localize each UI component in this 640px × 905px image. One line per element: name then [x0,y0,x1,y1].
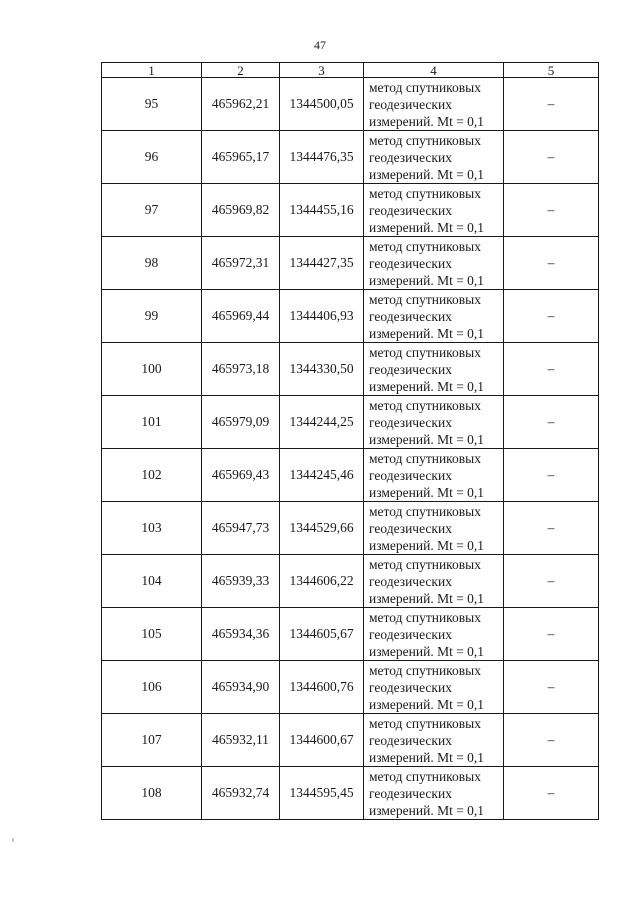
point-number-cell: 108 [102,767,202,820]
method-text-line: метод спутниковых [369,397,481,413]
coordinate-y-cell: 1344600,76 [280,661,364,714]
note-cell: – [504,661,599,714]
method-text-line: метод спутниковых [369,768,481,784]
coordinate-x-cell: 465934,36 [202,608,280,661]
method-text-line: метод спутниковых [369,185,481,201]
coordinate-y-cell: 1344245,46 [280,449,364,502]
point-number-cell: 103 [102,502,202,555]
method-text-line: измерений. Mt = 0,1 [369,749,485,765]
method-cell [364,661,504,714]
scan-artifact [12,838,14,842]
point-number-cell: 102 [102,449,202,502]
coordinate-x-cell: 465965,17 [202,131,280,184]
method-text-line: метод спутниковых [369,450,481,466]
coordinate-x-cell: 465969,43 [202,449,280,502]
method-text-line: геодезических [369,785,452,801]
method-text-line: метод спутниковых [369,609,481,625]
method-cell [364,396,504,449]
coordinate-y-cell: 1344455,16 [280,184,364,237]
table-row [102,343,599,396]
point-number-cell: 95 [102,78,202,131]
method-text-line: геодезических [369,202,452,218]
header-cell-2: 2 [202,63,280,78]
note-cell: – [504,714,599,767]
note-cell: – [504,343,599,396]
method-cell [364,502,504,555]
note-cell: – [504,184,599,237]
method-text-line: измерений. Mt = 0,1 [369,484,485,500]
coordinate-x-cell: 465932,74 [202,767,280,820]
point-number-cell: 105 [102,608,202,661]
method-text-line: измерений. Mt = 0,1 [369,802,485,818]
method-text-line: геодезических [369,520,452,536]
point-number-cell: 104 [102,555,202,608]
note-cell: – [504,449,599,502]
method-cell [364,78,504,131]
method-text-line: измерений. Mt = 0,1 [369,590,485,606]
header-cell-3: 3 [280,63,364,78]
note-cell: – [504,290,599,343]
coordinates-table [101,62,599,820]
note-cell: – [504,608,599,661]
coordinate-x-cell: 465972,31 [202,237,280,290]
method-text-line: геодезических [369,679,452,695]
method-cell [364,237,504,290]
table-row [102,555,599,608]
method-text-line: метод спутниковых [369,238,481,254]
header-cell-1: 1 [102,63,202,78]
point-number-cell: 97 [102,184,202,237]
note-cell: – [504,767,599,820]
method-text-line: измерений. Mt = 0,1 [369,378,485,394]
table-row [102,661,599,714]
coordinate-y-cell: 1344595,45 [280,767,364,820]
coordinate-x-cell: 465969,44 [202,290,280,343]
table-body [102,63,599,820]
header-cell-5: 5 [504,63,599,78]
note-cell: – [504,502,599,555]
method-text-line: измерений. Mt = 0,1 [369,325,485,341]
coordinate-y-cell: 1344476,35 [280,131,364,184]
coordinate-y-cell: 1344330,50 [280,343,364,396]
method-text-line: метод спутниковых [369,132,481,148]
coordinate-x-cell: 465932,11 [202,714,280,767]
note-cell: – [504,237,599,290]
coordinate-x-cell: 465939,33 [202,555,280,608]
method-text-line: геодезических [369,732,452,748]
method-text-line: измерений. Mt = 0,1 [369,166,485,182]
note-cell: – [504,131,599,184]
coordinate-x-cell: 465979,09 [202,396,280,449]
table-row [102,131,599,184]
method-text-line: геодезических [369,96,452,112]
method-text-line: измерений. Mt = 0,1 [369,537,485,553]
point-number-cell: 98 [102,237,202,290]
table-row [102,767,599,820]
method-text-line: измерений. Mt = 0,1 [369,643,485,659]
table-row [102,608,599,661]
method-text-line: геодезических [369,361,452,377]
method-cell [364,449,504,502]
method-text-line: геодезических [369,573,452,589]
table-row [102,449,599,502]
method-text-line: метод спутниковых [369,556,481,572]
method-text-line: метод спутниковых [369,291,481,307]
method-cell [364,555,504,608]
method-text-line: геодезических [369,308,452,324]
coordinate-y-cell: 1344600,67 [280,714,364,767]
point-number-cell: 106 [102,661,202,714]
method-cell [364,714,504,767]
note-cell: – [504,78,599,131]
coordinate-x-cell: 465973,18 [202,343,280,396]
method-text-line: измерений. Mt = 0,1 [369,113,485,129]
point-number-cell: 100 [102,343,202,396]
page-number: 47 [314,38,326,52]
method-text-line: метод спутниковых [369,79,481,95]
method-cell [364,767,504,820]
point-number-cell: 101 [102,396,202,449]
method-cell [364,343,504,396]
coordinate-y-cell: 1344529,66 [280,502,364,555]
note-cell: – [504,555,599,608]
method-text-line: метод спутниковых [369,662,481,678]
method-cell [364,290,504,343]
method-text-line: геодезических [369,255,452,271]
method-text-line: геодезических [369,149,452,165]
coordinate-x-cell: 465947,73 [202,502,280,555]
method-text-line: геодезических [369,626,452,642]
table-row [102,290,599,343]
coordinate-y-cell: 1344244,25 [280,396,364,449]
method-cell [364,608,504,661]
note-cell: – [504,396,599,449]
table-row [102,184,599,237]
method-text-line: измерений. Mt = 0,1 [369,219,485,235]
table-row [102,502,599,555]
coordinate-x-cell: 465934,90 [202,661,280,714]
table-row [102,78,599,131]
coordinate-y-cell: 1344500,05 [280,78,364,131]
method-text-line: метод спутниковых [369,715,481,731]
point-number-cell: 107 [102,714,202,767]
coordinate-x-cell: 465969,82 [202,184,280,237]
point-number-cell: 99 [102,290,202,343]
method-text-line: измерений. Mt = 0,1 [369,696,485,712]
point-number-cell: 96 [102,131,202,184]
table-row [102,237,599,290]
coordinate-x-cell: 465962,21 [202,78,280,131]
method-text-line: измерений. Mt = 0,1 [369,431,485,447]
coordinate-y-cell: 1344606,22 [280,555,364,608]
header-cell-4: 4 [364,63,504,78]
method-text-line: геодезических [369,467,452,483]
coordinate-y-cell: 1344427,35 [280,237,364,290]
method-text-line: метод спутниковых [369,503,481,519]
method-text-line: геодезических [369,414,452,430]
table-row [102,714,599,767]
coordinate-y-cell: 1344406,93 [280,290,364,343]
table-row [102,396,599,449]
method-cell [364,184,504,237]
method-text-line: метод спутниковых [369,344,481,360]
table-header-row [102,63,599,78]
method-cell [364,131,504,184]
coordinate-y-cell: 1344605,67 [280,608,364,661]
method-text-line: измерений. Mt = 0,1 [369,272,485,288]
